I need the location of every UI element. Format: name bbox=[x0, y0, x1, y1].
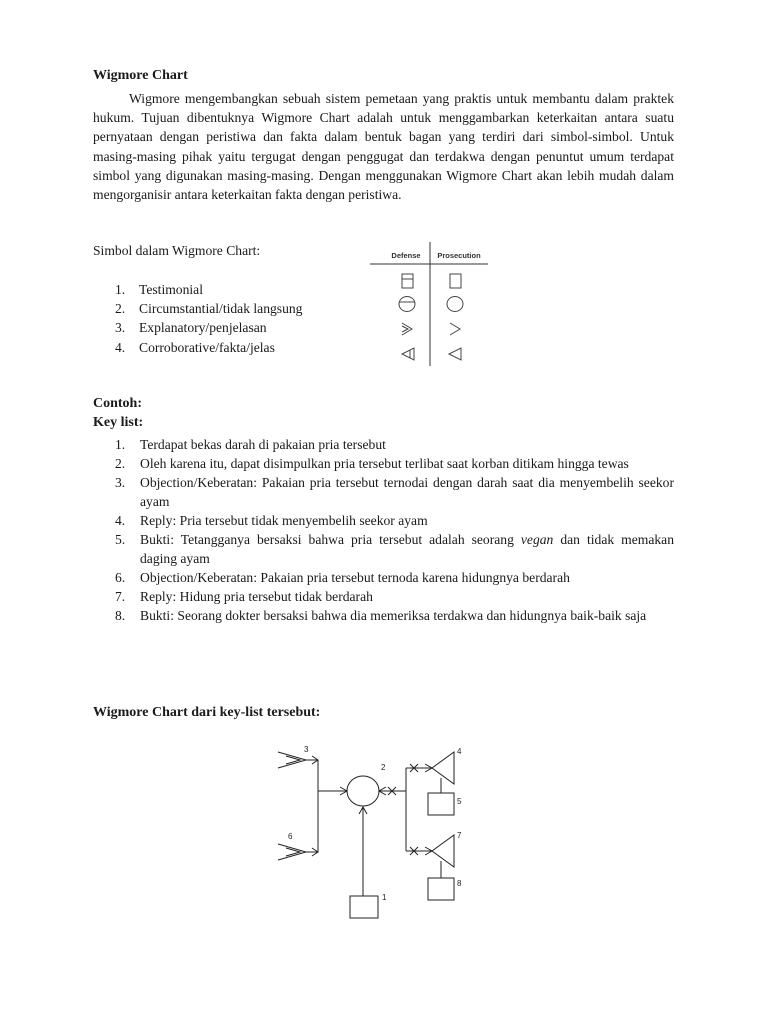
symbols-list bbox=[93, 280, 353, 357]
node-2-circle bbox=[347, 776, 379, 806]
node-8-label: 8 bbox=[457, 879, 462, 888]
defense-header: Defense bbox=[391, 251, 421, 260]
explanatory-prosecution-icon bbox=[450, 323, 460, 335]
node-6-explanatory bbox=[278, 844, 318, 860]
wigmore-chart-diagram bbox=[270, 738, 480, 923]
example-heading: Contoh: bbox=[93, 396, 143, 411]
list-item: 6. Objection/Keberatan: Pakaian pria tersebut ternoda karena hidungnya berdarah bbox=[115, 570, 570, 585]
list-item: 7. Reply: Hidung pria tersebut tidak berdarah bbox=[115, 589, 373, 604]
node-1-label: 1 bbox=[382, 893, 387, 902]
node-2-label: 2 bbox=[381, 763, 386, 772]
list-item: 2. Circumstantial/tidak langsung bbox=[115, 301, 303, 317]
explanatory-defense-icon bbox=[402, 323, 412, 335]
list-item: 3. Objection/Keberatan: Pakaian pria tersebut ternodai dengan darah saat dia menyembelih seekor ayam bbox=[115, 475, 674, 509]
chart-section-heading: Wigmore Chart dari key-list tersebut: bbox=[93, 705, 321, 720]
list-item: 1. Terdapat bekas darah di pakaian pria tersebut bbox=[115, 437, 386, 452]
intro-paragraph: Wigmore mengembangkan sebuah sistem pemetaan yang praktis untuk membantu dalam praktek hukum. Tujuan dibentuknya Wigmore Chart adalah untuk menggambarkan keterkaitan antara suatu pernyataan dengan peristiwa dan fakta dalam bentuk bagan yang terdiri dari simbol-simbol. Untuk masing-masing pihak yaitu tergugat dengan penggugat dan terdakwa dengan penuntut umum terdapat simbol yang digunakan masing-masing. Dengan menggunakan Wigmore Chart akan lebih mudah dalam mengorganisir antara keterkaitan fakta dengan peristiwa. bbox=[93, 91, 674, 203]
testimonial-prosecution-icon bbox=[450, 274, 461, 288]
node-7-label: 7 bbox=[457, 831, 462, 840]
circumstantial-prosecution-icon bbox=[447, 297, 463, 312]
node-5-box bbox=[428, 793, 454, 815]
prosecution-header: Prosecution bbox=[437, 251, 481, 260]
node-4-label: 4 bbox=[457, 747, 462, 756]
list-item: 4. Corroborative/fakta/jelas bbox=[115, 339, 275, 355]
list-item: 1. Testimonial bbox=[115, 282, 203, 297]
document-title: Wigmore Chart bbox=[93, 68, 188, 83]
node-4-triangle bbox=[432, 752, 454, 784]
symbols-heading: Simbol dalam Wigmore Chart: bbox=[93, 243, 261, 258]
list-item: 8. Bukti: Seorang dokter bersaksi bahwa dia memeriksa terdakwa dan hidungnya baik-baik saja bbox=[115, 608, 647, 623]
list-item: 2. Oleh karena itu, dapat disimpulkan pria tersebut terlibat saat korban ditikam hingga tewas bbox=[115, 456, 629, 471]
key-list bbox=[93, 435, 674, 625]
corroborative-prosecution-icon bbox=[449, 348, 461, 360]
node-8-box bbox=[428, 878, 454, 900]
list-item: 3. Explanatory/penjelasan bbox=[115, 320, 267, 336]
node-1-box bbox=[350, 896, 378, 918]
circumstantial-defense-icon bbox=[399, 297, 415, 312]
symbol-table bbox=[364, 240, 492, 368]
node-3-explanatory bbox=[278, 752, 318, 768]
node-6-label: 6 bbox=[288, 832, 293, 841]
testimonial-defense-icon bbox=[402, 274, 413, 288]
node-7-triangle bbox=[432, 835, 454, 867]
keylist-heading: Key list: bbox=[93, 415, 144, 430]
list-item: 4. Reply: Pria tersebut tidak menyembelih seekor ayam bbox=[115, 513, 428, 528]
list-item: 5. Bukti: Tetangganya bersaksi bahwa pria tersebut adalah seorang vegan dan tidak memakan daging ayam bbox=[115, 532, 674, 566]
corroborative-defense-icon bbox=[402, 348, 414, 360]
node-3-label: 3 bbox=[304, 745, 309, 754]
node-5-label: 5 bbox=[457, 797, 462, 806]
